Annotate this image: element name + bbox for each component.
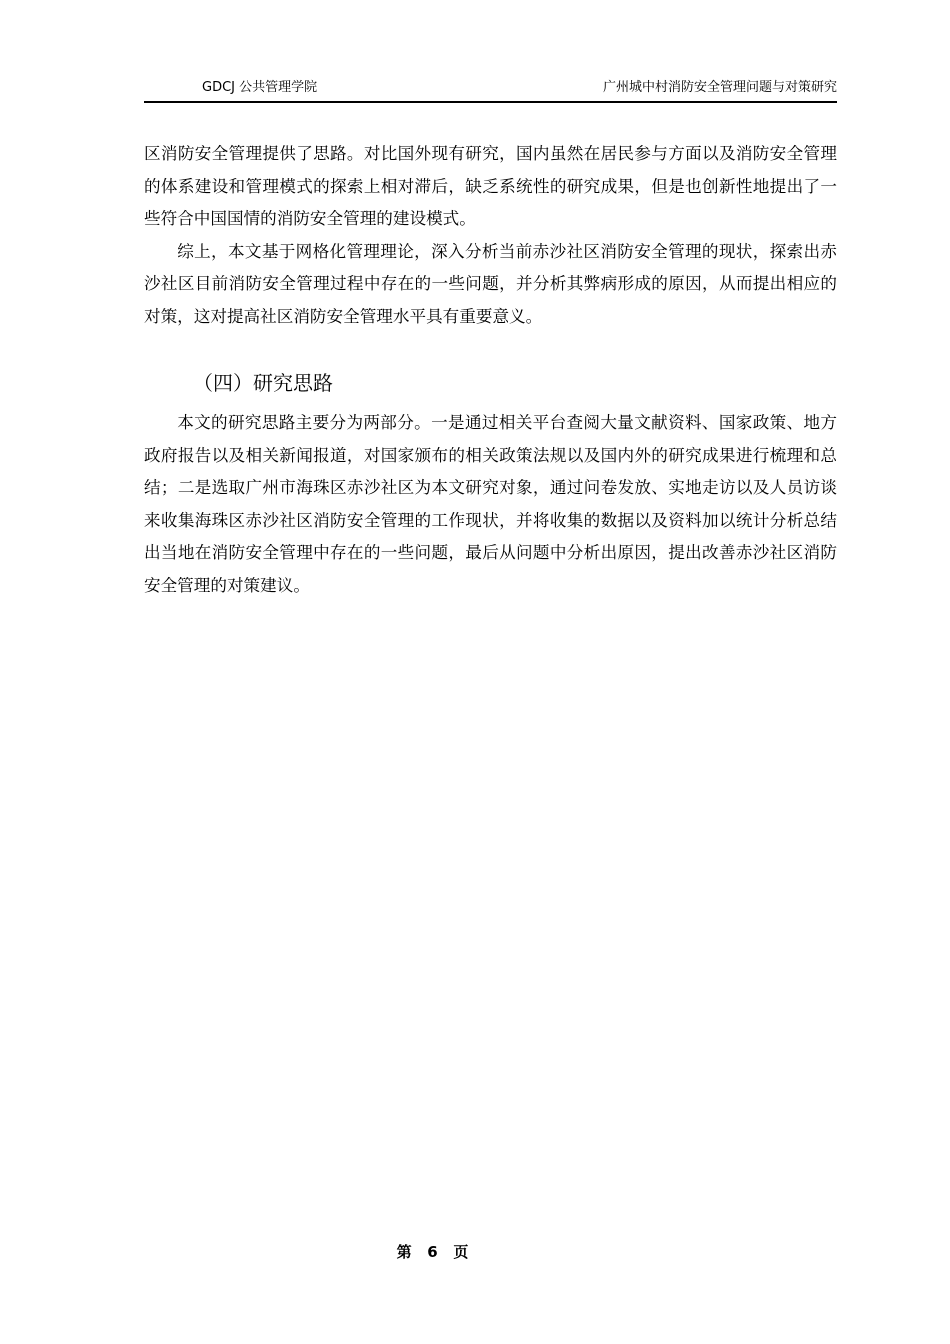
header-divider <box>144 101 837 103</box>
body-section-top <box>144 138 837 333</box>
section-heading-research-approach: （四）研究思路 <box>193 371 333 395</box>
paragraph-summary: 综上，本文基于网格化管理理论，深入分析当前赤沙社区消防安全管理的现状，探索出赤沙社区目前消防安全管理过程中存在的一些问题，并分析其弊病形成的原因，从而提出相应的对策，这对提高社区消防安全管理水平具有重要意义。 <box>144 241 837 326</box>
page-footer <box>0 1240 865 1264</box>
page-header <box>144 78 837 100</box>
footer-prefix: 第 <box>396 1243 412 1261</box>
page-number: 6 <box>427 1243 438 1261</box>
paragraph-research-approach: 本文的研究思路主要分为两部分。一是通过相关平台查阅大量文献资料、国家政策、地方政府报告以及相关新闻报道，对国家颁布的相关政策法规以及国内外的研究成果进行梳理和总结；二是选取广州市海珠区赤沙社区为本文研究对象，通过问卷发放、实地走访以及人员访谈来收集海珠区赤沙社区消防安全管理的工作现状，并将收集的数据以及资料加以统计分析总结出当地在消防安全管理中存在的一些问题，最后从问题中分析出原因，提出改善赤沙社区消防安全管理的对策建议。 <box>144 413 837 595</box>
footer-suffix: 页 <box>453 1243 469 1261</box>
header-thesis-title: 广州城中村消防安全管理问题与对策研究 <box>602 80 837 95</box>
body-section-research-approach <box>144 407 837 602</box>
header-school-name: GDCJ 公共管理学院 <box>202 80 318 95</box>
paragraph-continuation: 区消防安全管理提供了思路。对比国外现有研究，国内虽然在居民参与方面以及消防安全管理的体系建设和管理模式的探索上相对滞后，缺乏系统性的研究成果，但是也创新性地提出了一些符合中国国情的消防安全管理的建设模式。 <box>144 144 837 228</box>
